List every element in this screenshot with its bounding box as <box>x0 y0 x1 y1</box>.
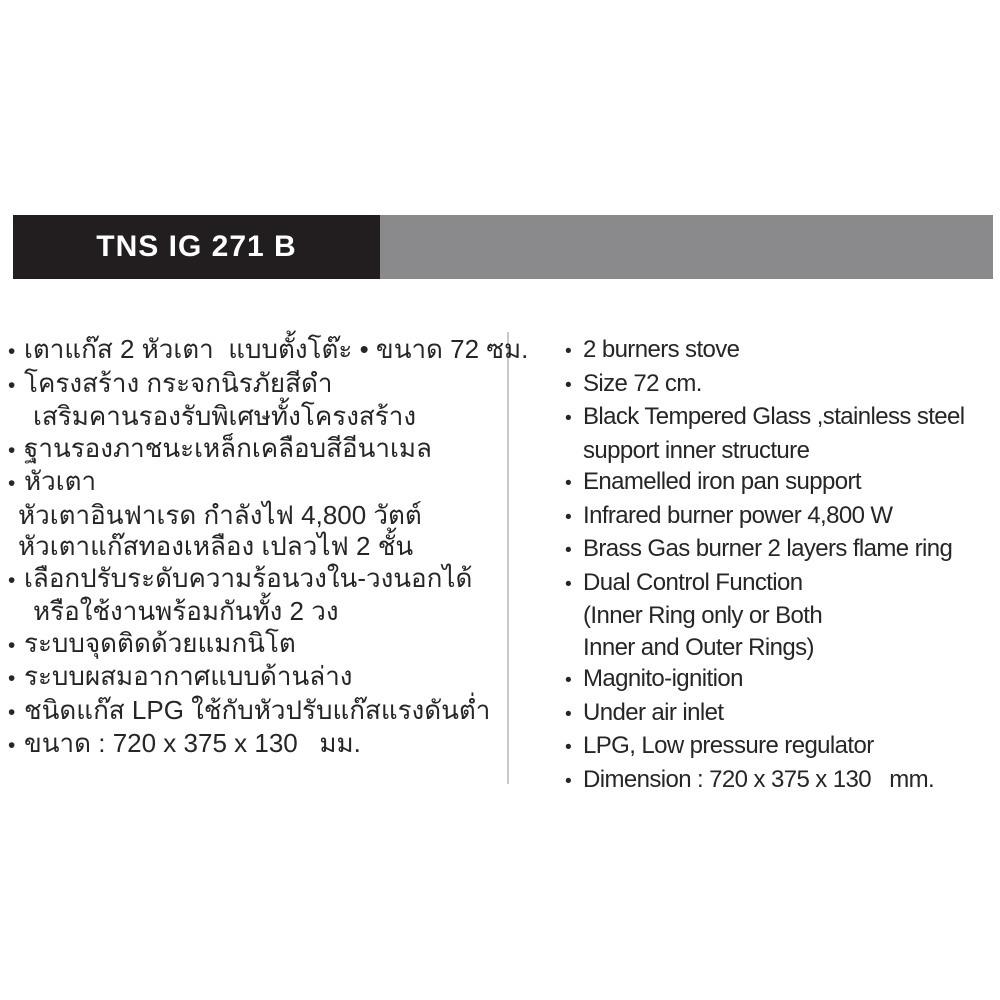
spec-item <box>565 533 997 567</box>
spec-text: เตาแก๊ส 2 หัวเตา แบบตั้งโต๊ะ • ขนาด 72 ซม. <box>24 334 529 364</box>
spec-item <box>8 531 500 563</box>
header-gray-strip <box>380 215 993 279</box>
bullet-icon: • <box>565 770 572 792</box>
spec-text: Black Tempered Glass ,stainless steel <box>583 403 965 430</box>
spec-text: Magnito-ignition <box>583 665 743 692</box>
bullet-icon: • <box>8 734 16 757</box>
bullet-icon: • <box>8 700 16 724</box>
header-bar <box>13 215 993 279</box>
spec-text: ฐานรองภาชนะเหล็กเคลือบสีอีนาเมล <box>24 432 432 463</box>
bullet-icon: • <box>565 473 572 494</box>
spec-text: หรือใช้งานพร้อมกันทั้ง 2 วง <box>33 596 339 626</box>
bullet-icon: • <box>565 374 572 396</box>
bullet-icon: • <box>565 341 572 362</box>
spec-item <box>565 730 997 764</box>
spec-text: Under air inlet <box>583 698 724 726</box>
spec-item <box>8 628 500 662</box>
spec-text: Brass Gas burner 2 layers flame ring <box>583 535 953 562</box>
spec-item <box>565 401 997 435</box>
spec-item <box>565 466 997 500</box>
bullet-icon: • <box>565 703 572 725</box>
spec-text: เสริมคานรองรับพิเศษทั้งโครงสร้าง <box>33 401 417 431</box>
bullet-icon: • <box>8 472 16 495</box>
spec-text: 2 burners stove <box>583 336 740 363</box>
model-title: TNS IG 271 B <box>96 230 297 263</box>
bullet-icon: • <box>565 573 572 595</box>
spec-item <box>565 368 997 402</box>
spec-item <box>565 600 997 632</box>
bullet-icon: • <box>8 568 16 592</box>
spec-item <box>8 728 500 762</box>
spec-text: LPG, Low pressure regulator <box>583 732 874 759</box>
spec-item <box>565 567 997 601</box>
spec-text: ชนิดแก๊ส LPG ใช้กับหัวปรับแก๊สแรงดันต่ำ <box>24 694 491 725</box>
bullet-icon: • <box>8 340 16 363</box>
spec-item <box>565 334 997 368</box>
spec-item <box>8 500 500 532</box>
model-title-box <box>13 215 380 279</box>
bullet-icon: • <box>565 670 572 691</box>
spec-item <box>8 401 500 433</box>
spec-item <box>8 466 500 500</box>
spec-text: หัวเตา <box>24 466 97 496</box>
bullet-icon: • <box>565 506 572 528</box>
spec-text: หัวเตาแก๊สทองเหลือง เปลวไฟ 2 ชั้น <box>18 531 414 561</box>
spec-item <box>8 334 529 368</box>
specs-thai-column <box>8 334 529 762</box>
column-divider <box>507 332 509 784</box>
bullet-icon: • <box>565 408 572 429</box>
spec-text: ระบบจุดติดด้วยแมกนิโต <box>24 627 296 658</box>
spec-item <box>565 663 997 697</box>
spec-text: (Inner Ring only or Both <box>583 602 823 629</box>
spec-text: โครงสร้าง กระจกนิรภัยสีดำ <box>24 367 333 398</box>
bullet-icon: • <box>565 737 572 758</box>
spec-text: Dual Control Function <box>583 568 803 596</box>
spec-item <box>8 661 500 695</box>
spec-item <box>8 433 500 467</box>
spec-item <box>8 368 500 402</box>
spec-text: เลือกปรับระดับความร้อนวงใน-วงนอกได้ <box>24 562 473 593</box>
spec-text: Enamelled iron pan support <box>583 468 861 495</box>
spec-item <box>8 695 500 729</box>
spec-text: support inner structure <box>583 436 810 464</box>
spec-item <box>8 563 500 597</box>
bullet-icon: • <box>8 438 16 462</box>
spec-item <box>8 596 500 628</box>
spec-text: ระบบผสมอากาศแบบด้านล่าง <box>24 661 353 691</box>
spec-item <box>565 697 997 731</box>
spec-item <box>565 632 997 664</box>
spec-item <box>565 764 997 798</box>
bullet-icon: • <box>8 373 16 397</box>
spec-text: Infrared burner power 4,800 W <box>583 501 893 529</box>
spec-text: Dimension : 720 x 375 x 130 mm. <box>583 765 935 793</box>
spec-item <box>565 435 997 467</box>
bullet-icon: • <box>8 633 16 657</box>
spec-item <box>565 500 997 534</box>
specs-english-column <box>565 334 997 797</box>
spec-text: ขนาด : 720 x 375 x 130 มม. <box>24 728 361 758</box>
spec-text: Inner and Outer Rings) <box>583 633 814 661</box>
spec-text: Size 72 cm. <box>583 369 702 397</box>
spec-text: หัวเตาอินฟาเรด กำลังไฟ 4,800 วัตต์ <box>18 499 422 530</box>
bullet-icon: • <box>565 540 572 561</box>
bullet-icon: • <box>8 667 16 690</box>
